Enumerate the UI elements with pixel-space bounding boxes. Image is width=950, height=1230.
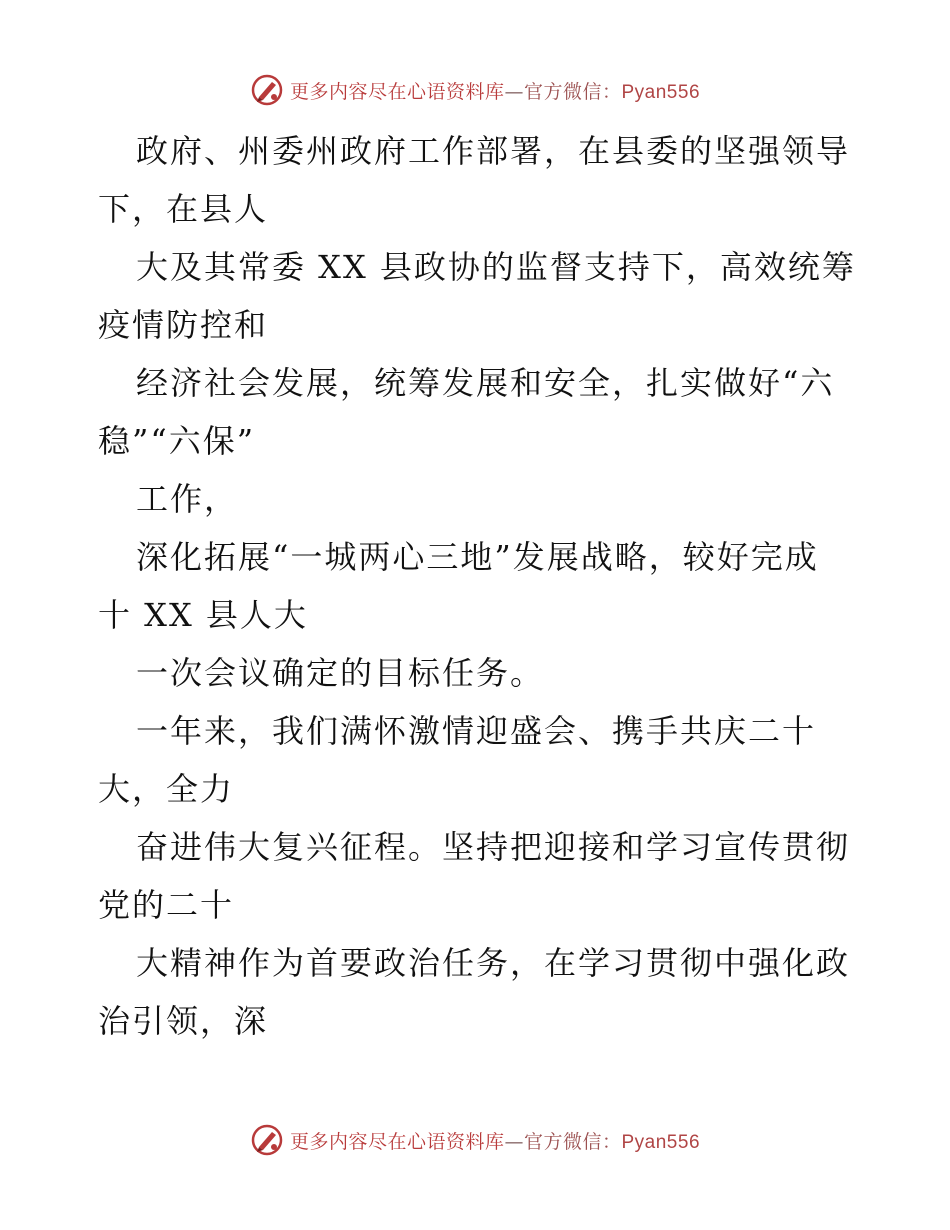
brand-text: 更多内容尽在心语资料库: [289, 1130, 505, 1153]
brand-text: 更多内容尽在心语资料库: [289, 80, 505, 103]
header-watermark: [0, 70, 950, 110]
wechat-label: 官方微信：: [523, 80, 622, 103]
footer-watermark-inner: [250, 1123, 700, 1157]
wechat-id: Pyan556: [621, 1131, 701, 1153]
text-line: 稳”“六保”: [98, 422, 256, 460]
text-line: 一年来，我们满怀激情迎盛会、携手共庆二十: [136, 712, 817, 750]
document-body: [98, 122, 858, 1050]
footer-watermark: [0, 1120, 950, 1160]
text-line: 一次会议确定的目标任务。: [136, 654, 545, 692]
text-line: 十 XX 县人大: [98, 596, 308, 634]
wechat-id: Pyan556: [621, 81, 701, 103]
text-line: 下，在县人: [98, 190, 269, 228]
text-line: 工作，: [136, 480, 239, 518]
text-line: 奋进伟大复兴征程。坚持把迎接和学习宣传贯彻: [136, 828, 851, 866]
header-watermark-text: [290, 77, 700, 104]
text-line: 大及其常委 XX 县政协的监督支持下，高效统筹: [136, 248, 856, 286]
text-line: 大，全力: [98, 770, 235, 808]
text-line: 经济社会发展，统筹发展和安全，扎实做好“六: [136, 364, 835, 402]
separator: —: [504, 1130, 524, 1153]
text-line: 大精神作为首要政治任务，在学习贯彻中强化政: [136, 944, 851, 982]
text-line: 党的二十: [98, 886, 235, 924]
wechat-label: 官方微信：: [523, 1130, 622, 1153]
separator: —: [504, 80, 524, 103]
text-line: 深化拓展“一城两心三地”发展战略，较好完成: [136, 538, 819, 576]
text-line: 疫情防控和: [98, 306, 269, 344]
text-line: 治引领，深: [98, 1002, 269, 1040]
pen-logo-icon: [250, 73, 284, 107]
pen-logo-icon: [250, 1123, 284, 1157]
text-line: 政府、州委州政府工作部署，在县委的坚强领导: [136, 132, 851, 170]
header-watermark-inner: [250, 73, 700, 107]
footer-watermark-text: [290, 1127, 700, 1154]
